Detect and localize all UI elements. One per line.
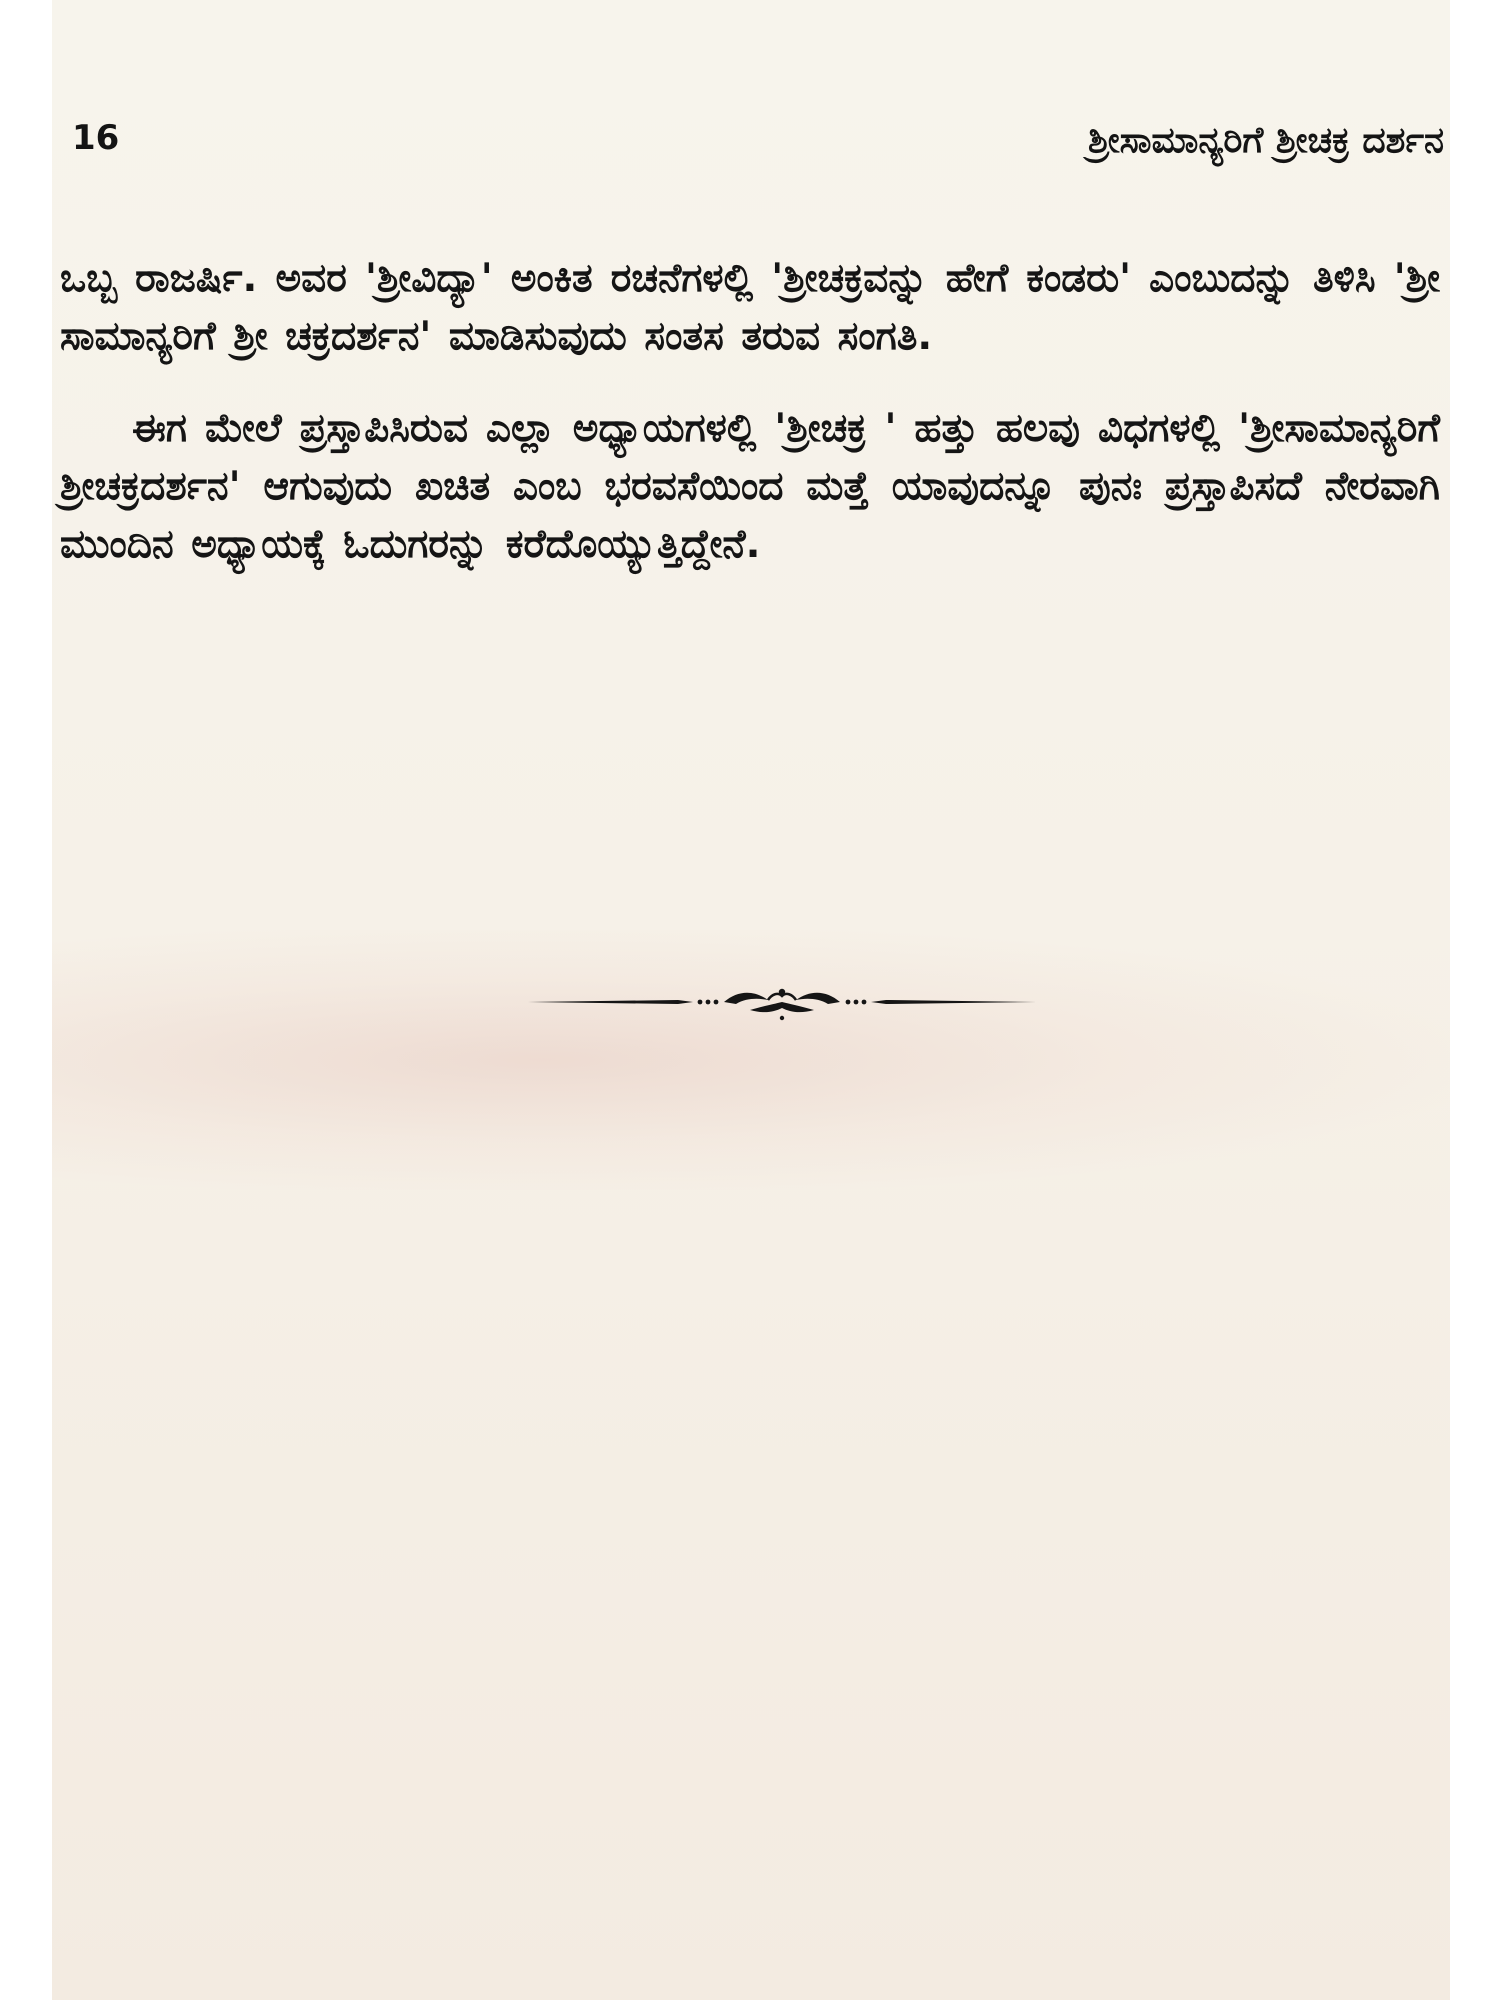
body-text: [60, 250, 1440, 574]
page-number: 16: [72, 118, 120, 158]
paper-stain: [52, 930, 1450, 1190]
running-header: ಶ್ರೀಸಾಮಾನ್ಯರಿಗೆ ಶ್ರೀಚಕ್ರ ದರ್ಶನ: [1087, 120, 1444, 161]
paragraph-1: ಒಬ್ಬ ರಾಜರ್ಷಿ. ಅವರ 'ಶ್ರೀವಿದ್ಯಾ' ಅಂಕಿತ ರಚನೆಗಳಲ್ಲಿ 'ಶ್ರೀಚಕ್ರವನ್ನು ಹೇಗೆ ಕಂಡರು' ಎಂಬುದನ್ನು ತಿಳಿಸಿ 'ಶ್ರೀ ಸಾಮಾನ್ಯರಿಗೆ ಶ್ರೀ ಚಕ್ರದರ್ಶನ' ಮಾಡಿಸುವುದು ಸಂತಸ ತರುವ ಸಂಗತಿ.: [60, 256, 1440, 359]
flourish-divider-icon: [528, 980, 1036, 1024]
paragraph-2: ಈಗ ಮೇಲೆ ಪ್ರಸ್ತಾಪಿಸಿರುವ ಎಲ್ಲಾ ಅಧ್ಯಾಯಗಳಲ್ಲಿ 'ಶ್ರೀಚಕ್ರ ' ಹತ್ತು ಹಲವು ವಿಧಗಳಲ್ಲಿ 'ಶ್ರೀಸಾಮಾನ್ಯರಿಗೆ ಶ್ರೀಚಕ್ರದರ್ಶನ' ಆಗುವುದು ಖಚಿತ ಎಂಬ ಭರವಸೆಯಿಂದ ಮತ್ತೆ ಯಾವುದನ್ನೂ ಪುನಃ ಪ್ರಸ್ತಾಪಿಸದೆ ನೇರವಾಗಿ ಮುಂದಿನ ಅಧ್ಯಾಯಕ್ಕೆ ಓದುಗರನ್ನು ಕರೆದೊಯ್ಯುತ್ತಿದ್ದೇನೆ.: [60, 406, 1440, 567]
